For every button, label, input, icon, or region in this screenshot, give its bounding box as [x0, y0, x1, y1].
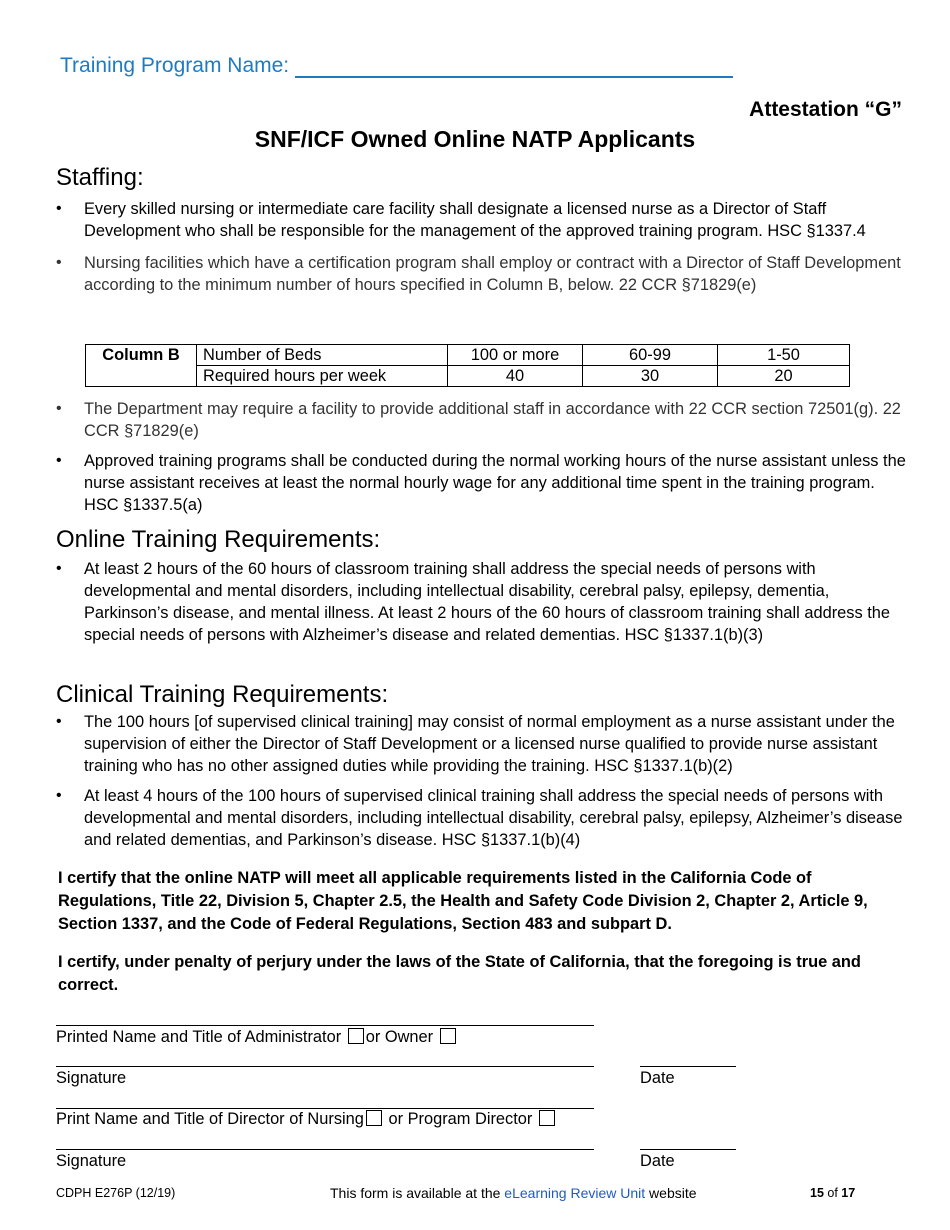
- staffing-list-continued: [56, 398, 906, 516]
- online-list: [56, 558, 906, 646]
- page-current: 15: [810, 1186, 824, 1200]
- table-row: [86, 345, 850, 366]
- certification-statement: I certify that the online NATP will meet all applicable requirements listed in the California Code of Regulations, Title 22, Division 5, Chapter 2.5, the Health and Safety Code Division 2, Chapter 2, Article 9, Section 1337, and the Code of Federal Regulations, Section 483 and subpart D.: [58, 869, 868, 933]
- don-name-label: Print Name and Title of Director of Nursing: [56, 1110, 364, 1128]
- don-name-label-row: [56, 1110, 557, 1129]
- owner-checkbox[interactable]: [440, 1028, 456, 1044]
- list-item: • The 100 hours [of supervised clinical training] may consist of normal employment as a nurse assistant under the supervision of either the Director of Staff Development or a licensed nurse qualified to provide nurse assistant training who has no other assigned duties while providing the training. HSC §1337.1(b)(2): [56, 711, 906, 777]
- table-cell: 30: [583, 366, 718, 387]
- table-cell: 60-99: [583, 345, 718, 366]
- list-item: • At least 2 hours of the 60 hours of classroom training shall address the special needs of persons with developmental and mental disorders, including intellectual disability, cerebral palsy, epilepsy, dementia, Parkinson’s disease, and mental illness. At least 2 hours of the 60 hours of classroom training shall address the special needs of persons with Alzheimer’s disease and related dementias. HSC §1337.1(b)(3): [56, 558, 906, 646]
- table-cell: Required hours per week: [197, 366, 448, 387]
- list-item: • The Department may require a facility to provide additional staff in accordance with 22 CCR section 72501(g). 22 CCR §71829(e): [56, 398, 906, 442]
- table-cell: 40: [448, 366, 583, 387]
- program-name-input-line[interactable]: [295, 56, 733, 78]
- table-cell: 20: [718, 366, 850, 387]
- list-item: • Every skilled nursing or intermediate care facility shall designate a licensed nurse as a Director of Staff Development who shall be responsible for the management of the approved training program. HSC §1337.4: [56, 198, 906, 242]
- list-item: • Approved training programs shall be conducted during the normal working hours of the nurse assistant unless the nurse assistant receives at least the normal hourly wage for any additional time spent in the training program. HSC §1337.5(a): [56, 450, 906, 516]
- owner-label: or Owner: [365, 1028, 434, 1046]
- page-number: [810, 1186, 855, 1200]
- attestation-label: Attestation “G”: [749, 98, 902, 121]
- admin-signature-label: Signature: [56, 1069, 127, 1087]
- don-date-label: Date: [640, 1152, 675, 1170]
- table-cell: 1-50: [718, 345, 850, 366]
- admin-date-label: Date: [640, 1069, 675, 1087]
- clinical-heading: Clinical Training Requirements:: [56, 681, 389, 708]
- admin-name-label: Printed Name and Title of Administrator: [56, 1028, 342, 1046]
- availability-suffix: website: [645, 1185, 697, 1201]
- availability-note: [330, 1185, 697, 1201]
- page-of: of: [823, 1186, 842, 1200]
- admin-date-line[interactable]: [640, 1066, 736, 1067]
- admin-name-line[interactable]: [56, 1025, 594, 1026]
- administrator-checkbox[interactable]: [348, 1028, 364, 1044]
- page-total: 17: [841, 1186, 856, 1200]
- director-of-nursing-checkbox[interactable]: [366, 1110, 382, 1126]
- program-director-checkbox[interactable]: [539, 1110, 555, 1126]
- elearning-review-unit-link[interactable]: eLearning Review Unit: [504, 1185, 646, 1201]
- clinical-list: [56, 711, 906, 851]
- beds-hours-table: [85, 344, 850, 387]
- list-item: • Nursing facilities which have a certification program shall employ or contract with a Director of Staff Development according to the minimum number of hours specified in Column B, below. 22 CCR §71829(e): [56, 252, 906, 296]
- table-cell: 100 or more: [448, 345, 583, 366]
- program-director-label: or Program Director: [388, 1110, 533, 1128]
- admin-signature-line[interactable]: [56, 1066, 594, 1067]
- don-signature-label: Signature: [56, 1152, 127, 1170]
- don-date-line[interactable]: [640, 1149, 736, 1150]
- program-name-label: Training Program Name:: [60, 54, 290, 77]
- page-title: SNF/ICF Owned Online NATP Applicants: [254, 126, 696, 152]
- column-b-cell: Column B: [86, 345, 197, 387]
- online-heading: Online Training Requirements:: [56, 526, 381, 553]
- availability-prefix: This form is available at the: [330, 1185, 505, 1201]
- admin-name-label-row: [56, 1028, 458, 1047]
- program-name-field: [60, 54, 733, 78]
- table-cell: Number of Beds: [197, 345, 448, 366]
- perjury-statement: I certify, under penalty of perjury under the laws of the State of California, that the foregoing is true and correct.: [58, 953, 861, 994]
- staffing-list: [56, 198, 906, 296]
- table-row: [86, 366, 850, 387]
- list-item: • At least 4 hours of the 100 hours of supervised clinical training shall address the special needs of persons with developmental and mental disorders, including intellectual disability, cerebral palsy, epilepsy, Alzheimer’s disease and related dementias, and Parkinson’s disease. HSC §1337.1(b)(4): [56, 785, 906, 851]
- don-signature-line[interactable]: [56, 1149, 594, 1150]
- form-id: CDPH E276P (12/19): [56, 1186, 176, 1200]
- staffing-heading: Staffing:: [56, 164, 144, 191]
- don-name-line[interactable]: [56, 1108, 594, 1109]
